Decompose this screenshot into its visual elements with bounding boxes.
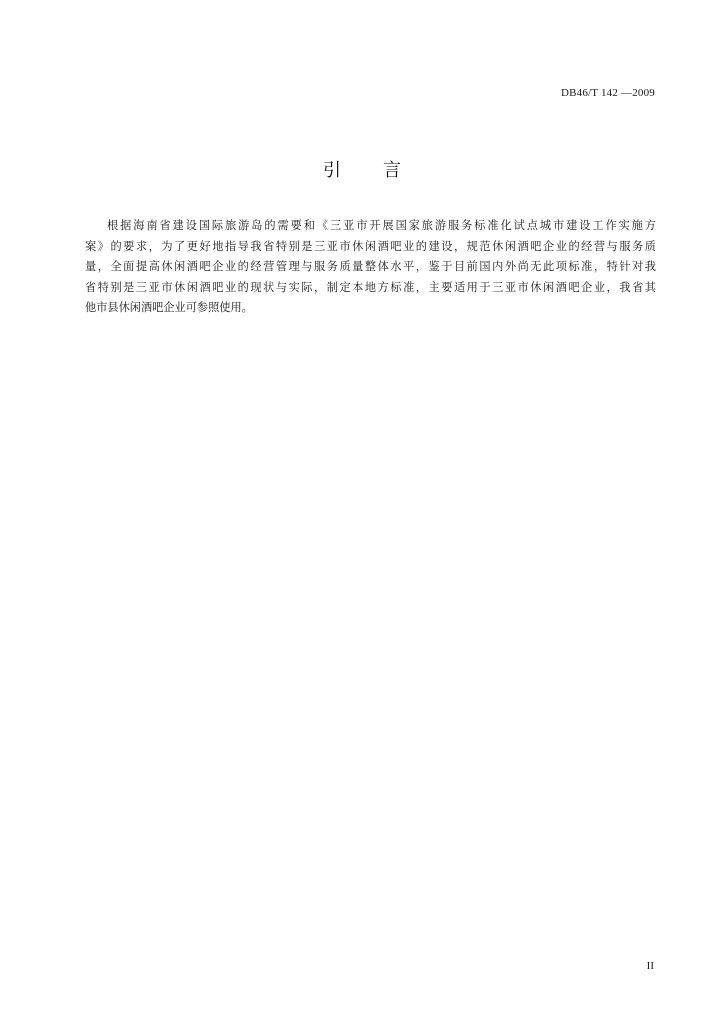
section-title — [0, 156, 724, 182]
introduction-paragraph — [85, 216, 656, 319]
section-title-char-2: 言 — [383, 160, 401, 181]
paragraph-line: 省特别是三亚市休闲酒吧业的现状与实际，制定本地方标准，主要适用于三亚市休闲酒吧企业，我省其 — [85, 280, 656, 294]
paragraph-line: 他市县休闲酒吧企业可参照使用。 — [85, 301, 253, 314]
paragraph-line: 量，全面提高休闲酒吧企业的经营管理与服务质量整体水平，鉴于目前国内外尚无此项标准，特针对我 — [85, 260, 656, 273]
page-number: II — [646, 960, 654, 972]
document-standard-number: DB46/T 142 —2009 — [560, 87, 655, 99]
paragraph-line: 根据海南省建设国际旅游岛的需要和《三亚市开展国家旅游服务标准化试点城市建设工作实施方 — [107, 219, 656, 232]
section-title-char-1: 引 — [323, 160, 341, 181]
paragraph-line: 案》的要求，为了更好地指导我省特别是三亚市休闲酒吧业的建设，规范休闲酒吧企业的经营与服务质 — [85, 239, 656, 253]
